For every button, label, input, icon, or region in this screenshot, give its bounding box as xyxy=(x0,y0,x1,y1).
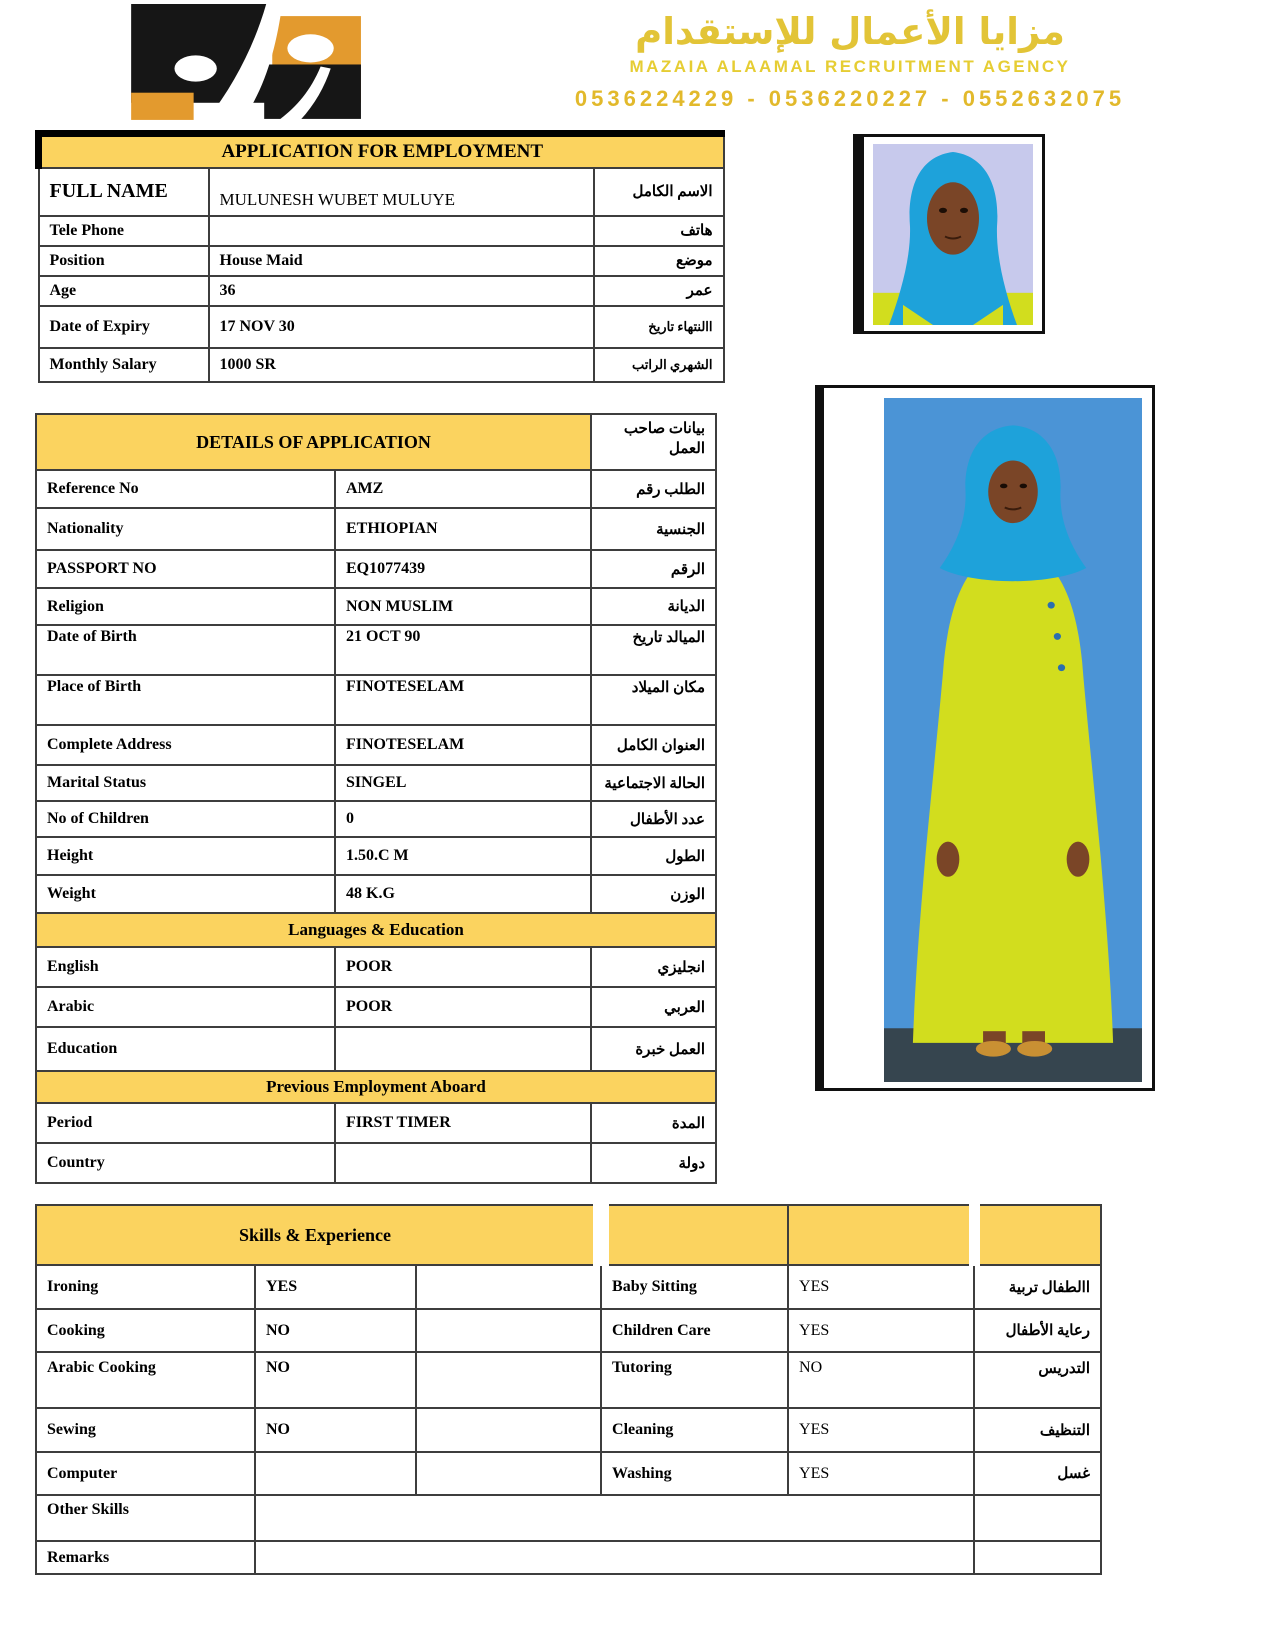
field-value: 1.50.C M xyxy=(335,837,591,875)
skill-label-arabic: التنظيف xyxy=(974,1408,1101,1452)
skill-value: NO xyxy=(255,1352,416,1408)
table-row xyxy=(36,1452,1101,1495)
skill-label: Cooking xyxy=(36,1309,255,1352)
previous-employment-section-header: Previous Employment Aboard xyxy=(36,1071,716,1103)
full-body-graphic xyxy=(884,398,1142,1082)
field-value: 0 xyxy=(335,801,591,837)
field-label: Age xyxy=(39,276,209,306)
field-value: 48 K.G xyxy=(335,875,591,913)
field-label: Height xyxy=(36,837,335,875)
table-row xyxy=(36,875,716,913)
field-label-arabic: الشهري الراتب xyxy=(594,348,724,382)
empty-cell xyxy=(416,1352,601,1408)
field-label-arabic: العمل خبرة xyxy=(591,1027,716,1071)
table-row xyxy=(39,246,724,276)
table-row xyxy=(36,1352,1101,1408)
skills-header-cell xyxy=(601,1205,788,1265)
field-value: 1000 SR xyxy=(209,348,594,382)
skill-label: Remarks xyxy=(36,1541,255,1574)
table-row xyxy=(36,837,716,875)
field-label-arabic: الميالد تاريخ xyxy=(591,625,716,675)
skill-value: YES xyxy=(788,1265,974,1309)
table-row xyxy=(36,987,716,1027)
skill-label: Washing xyxy=(601,1452,788,1495)
field-label: Marital Status xyxy=(36,765,335,801)
field-label-arabic: انجليزي xyxy=(591,947,716,987)
field-label-arabic: الوزن xyxy=(591,875,716,913)
table-row xyxy=(36,588,716,625)
skills-header-cell xyxy=(788,1205,974,1265)
field-label: Education xyxy=(36,1027,335,1071)
field-value: FIRST TIMER xyxy=(335,1103,591,1143)
table-row xyxy=(39,168,724,216)
table-row xyxy=(36,1408,1101,1452)
field-label-arabic: الجنسية xyxy=(591,508,716,550)
table-row xyxy=(39,276,724,306)
table-row xyxy=(39,134,724,168)
applicant-full-body-photo xyxy=(815,385,1155,1091)
table-row xyxy=(36,1265,1101,1309)
skill-value: NO xyxy=(255,1408,416,1452)
face-shape xyxy=(927,182,979,254)
employment-table-title: APPLICATION FOR EMPLOYMENT xyxy=(39,134,724,168)
field-value: ETHIOPIAN xyxy=(335,508,591,550)
skill-label: Ironing xyxy=(36,1265,255,1309)
agency-name-english: MAZAIA ALAAMAL RECRUITMENT AGENCY xyxy=(629,56,1071,76)
skill-value: YES xyxy=(788,1309,974,1352)
skill-value: YES xyxy=(255,1265,416,1309)
field-label-arabic: دولة xyxy=(591,1143,716,1183)
empty-cell xyxy=(974,1495,1101,1541)
field-value: 17 NOV 30 xyxy=(209,306,594,348)
skill-label: Arabic Cooking xyxy=(36,1352,255,1408)
field-value: AMZ xyxy=(335,470,591,508)
skills-table-title: Skills & Experience xyxy=(36,1205,601,1265)
field-label: Country xyxy=(36,1143,335,1183)
field-label-arabic: العنوان الكامل xyxy=(591,725,716,765)
field-label-arabic: الحالة الاجتماعية xyxy=(591,765,716,801)
table-row xyxy=(36,765,716,801)
table-row xyxy=(36,1541,1101,1574)
agency-name-arabic: مزايا الأعمال للإستقدام xyxy=(635,10,1065,53)
field-label-arabic: الطلب رقم xyxy=(591,470,716,508)
field-label: Arabic xyxy=(36,987,335,1027)
empty-cell xyxy=(416,1309,601,1352)
other-skills-value xyxy=(255,1495,974,1541)
table-row xyxy=(36,1143,716,1183)
empty-cell xyxy=(974,1541,1101,1574)
skill-label: Cleaning xyxy=(601,1408,788,1452)
field-label-arabic: الطول xyxy=(591,837,716,875)
skill-label: Computer xyxy=(36,1452,255,1495)
field-label: Weight xyxy=(36,875,335,913)
table-row xyxy=(36,1309,1101,1352)
table-row xyxy=(36,801,716,837)
field-label: Tele Phone xyxy=(39,216,209,246)
skills-table xyxy=(35,1204,1102,1575)
details-table xyxy=(35,413,717,1184)
field-value: NON MUSLIM xyxy=(335,588,591,625)
table-row xyxy=(39,306,724,348)
field-label: English xyxy=(36,947,335,987)
agency-header xyxy=(525,12,1175,112)
field-label-arabic: الرقم xyxy=(591,550,716,588)
table-row xyxy=(36,675,716,725)
skill-label: Baby Sitting xyxy=(601,1265,788,1309)
agency-logo xyxy=(113,4,365,120)
field-value xyxy=(209,216,594,246)
field-label-arabic: موضع xyxy=(594,246,724,276)
table-row xyxy=(36,625,716,675)
portrait-graphic xyxy=(873,144,1033,325)
skill-label: Other Skills xyxy=(36,1495,255,1541)
field-value: POOR xyxy=(335,987,591,1027)
skill-value: YES xyxy=(788,1452,974,1495)
table-row xyxy=(36,508,716,550)
table-row xyxy=(36,414,716,470)
table-row xyxy=(39,348,724,382)
employment-table xyxy=(35,130,725,383)
table-row xyxy=(36,913,716,947)
skill-value: NO xyxy=(255,1309,416,1352)
field-value: House Maid xyxy=(209,246,594,276)
field-label-arabic: هاتف xyxy=(594,216,724,246)
table-row xyxy=(39,216,724,246)
table-row xyxy=(36,1205,1101,1265)
details-table-title-arabic: بيانات صاحب العمل xyxy=(591,414,716,470)
field-label-arabic: الاسم الكامل xyxy=(594,168,724,216)
skill-label: Sewing xyxy=(36,1408,255,1452)
field-label: PASSPORT NO xyxy=(36,550,335,588)
table-row xyxy=(36,1071,716,1103)
field-value: EQ1077439 xyxy=(335,550,591,588)
table-row xyxy=(36,725,716,765)
field-value xyxy=(335,1143,591,1183)
field-value: 36 xyxy=(209,276,594,306)
field-value: MULUNESH WUBET MULUYE xyxy=(209,168,594,216)
field-label: Religion xyxy=(36,588,335,625)
skills-header-cell xyxy=(974,1205,1101,1265)
remarks-value xyxy=(255,1541,974,1574)
skill-value xyxy=(255,1452,416,1495)
field-label: Date of Expiry xyxy=(39,306,209,348)
details-table-title: DETAILS OF APPLICATION xyxy=(36,414,591,470)
field-value xyxy=(335,1027,591,1071)
field-label-arabic: المدة xyxy=(591,1103,716,1143)
field-value: 21 OCT 90 xyxy=(335,625,591,675)
skill-label-arabic: رعاية الأطفال xyxy=(974,1309,1101,1352)
empty-cell xyxy=(416,1265,601,1309)
field-label: Complete Address xyxy=(36,725,335,765)
field-label: Nationality xyxy=(36,508,335,550)
table-row xyxy=(36,550,716,588)
field-label-arabic: عدد الأطفال xyxy=(591,801,716,837)
skill-label-arabic: غسل xyxy=(974,1452,1101,1495)
field-label: Date of Birth xyxy=(36,625,335,675)
field-label-arabic: مكان الميلاد xyxy=(591,675,716,725)
skill-label: Children Care xyxy=(601,1309,788,1352)
field-value: FINOTESELAM xyxy=(335,675,591,725)
empty-cell xyxy=(416,1408,601,1452)
applicant-portrait-photo xyxy=(853,134,1045,334)
languages-section-header: Languages & Education xyxy=(36,913,716,947)
table-row xyxy=(36,1495,1101,1541)
table-row xyxy=(36,470,716,508)
table-row xyxy=(36,1103,716,1143)
empty-cell xyxy=(416,1452,601,1495)
skill-value: NO xyxy=(788,1352,974,1408)
field-label-arabic: العربي xyxy=(591,987,716,1027)
field-label-arabic: عمر xyxy=(594,276,724,306)
field-label: Position xyxy=(39,246,209,276)
skill-label-arabic: التدريس xyxy=(974,1352,1101,1408)
field-label-arabic: الديانة xyxy=(591,588,716,625)
field-value: FINOTESELAM xyxy=(335,725,591,765)
field-value: POOR xyxy=(335,947,591,987)
skill-label-arabic: االطفال تربية xyxy=(974,1265,1101,1309)
table-row xyxy=(36,1027,716,1071)
field-label: No of Children xyxy=(36,801,335,837)
table-row xyxy=(36,947,716,987)
field-label: Place of Birth xyxy=(36,675,335,725)
agency-logo-graphic xyxy=(113,4,365,123)
agency-phone-numbers: 0536224229 - 0536220227 - 0552632075 xyxy=(574,85,1126,111)
skill-value: YES xyxy=(788,1408,974,1452)
skill-label: Tutoring xyxy=(601,1352,788,1408)
face-shape xyxy=(988,461,1038,524)
field-label: FULL NAME xyxy=(39,168,209,216)
field-value: SINGEL xyxy=(335,765,591,801)
field-label: Reference No xyxy=(36,470,335,508)
field-label: Monthly Salary xyxy=(39,348,209,382)
field-label: Period xyxy=(36,1103,335,1143)
field-label-arabic: االنتهاء تاريخ xyxy=(594,306,724,348)
